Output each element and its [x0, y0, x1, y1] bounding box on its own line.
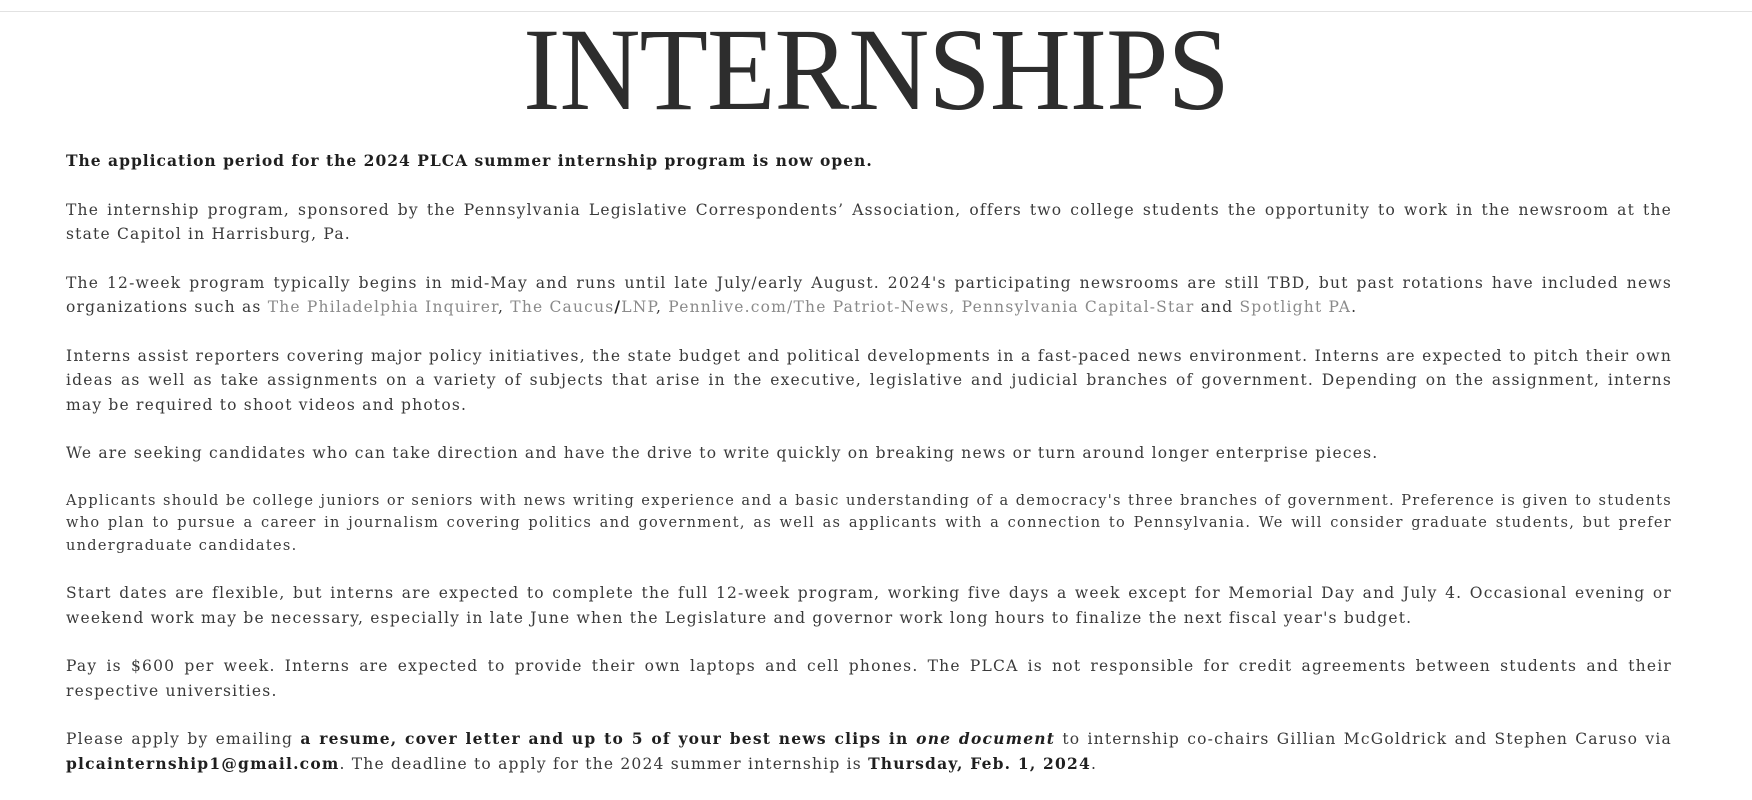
link-lnp[interactable]: LNP	[621, 298, 657, 316]
duties-paragraph: Interns assist reporters covering major policy initiatives, the state budget and political developments in a fast-paced news environment. Interns are expected to pitch their own ideas as well as take assignments on a variety of subjects that arise in the executive, legislative and judicial branches of government. Depending on the assignment, interns may be required to shoot videos and photos.	[66, 346, 1672, 414]
separator-slash: /	[614, 297, 622, 316]
deadline-intro-text: . The deadline to apply for the 2024 summer internship is	[339, 754, 869, 773]
link-spotlight-pa[interactable]: Spotlight PA	[1239, 298, 1352, 316]
schedule-text: The 12-week program typically begins in mid-May and runs until late July/early August. 2024's participating newsrooms are still TBD, but past rotations have included news organizations such as	[66, 273, 1672, 316]
link-the-caucus[interactable]: The Caucus	[510, 298, 615, 316]
schedule-requirements-paragraph: Start dates are flexible, but interns are expected to complete the full 12-week program, working five days a week except for Memorial Day and July 4. Occasional evening or weekend work may be necessary, especially in late June when the Legislature and governor work long hours to finalize the next fiscal year's budget.	[66, 584, 1672, 627]
pay-paragraph: Pay is $600 per week. Interns are expected to provide their own laptops and cell phones. The PLCA is not responsible for credit agreements between students and their respective universities.	[66, 657, 1672, 700]
conjunction-text: and	[1194, 298, 1240, 316]
link-pennlive-capital-star[interactable]: Pennlive.com/The Patriot-News, Pennsylvania Capital-Star	[668, 298, 1195, 316]
link-philadelphia-inquirer[interactable]: The Philadelphia Inquirer	[267, 298, 499, 316]
eligibility-paragraph: Applicants should be college juniors or seniors with news writing experience and a basic understanding of a democracy's three branches of government. Preference is given to students who plan to pursue a career in journalism covering politics and government, as well as applicants with a connection to Pennsylvania. We will consider graduate students, but prefer undergraduate candidates.	[66, 492, 1672, 554]
period-text: .	[1351, 298, 1358, 316]
article-body	[66, 149, 1672, 800]
separator-comma: ,	[656, 298, 669, 316]
program-description-paragraph: The internship program, sponsored by the Pennsylvania Legislative Correspondents’ Association, offers two college students the opportunity to work in the newsroom at the state Capitol in Harrisburg, Pa.	[66, 200, 1672, 243]
apply-intro-text: Please apply by emailing	[66, 730, 301, 748]
separator-comma: ,	[498, 298, 511, 316]
closing-period: .	[1091, 754, 1098, 773]
one-document-text: one document	[916, 729, 1056, 748]
application-email-link[interactable]: plcainternship1@gmail.com	[66, 753, 340, 773]
page-title: INTERNSHIPS	[523, 4, 1229, 135]
co-chairs-text: to internship co-chairs Gillian McGoldrick and Stephen Caruso via	[1055, 730, 1672, 748]
application-open-notice: The application period for the 2024 PLCA summer internship program is now open.	[66, 151, 873, 170]
how-to-apply-paragraph	[66, 727, 1672, 776]
candidate-seeking-paragraph: We are seeking candidates who can take direction and have the drive to write quickly on breaking news or turn around longer enterprise pieces.	[66, 444, 1379, 462]
deadline-date: Thursday, Feb. 1, 2024	[868, 753, 1091, 773]
application-materials-text: a resume, cover letter and up to 5 of your best news clips in	[300, 729, 917, 748]
program-schedule-paragraph	[66, 271, 1672, 320]
